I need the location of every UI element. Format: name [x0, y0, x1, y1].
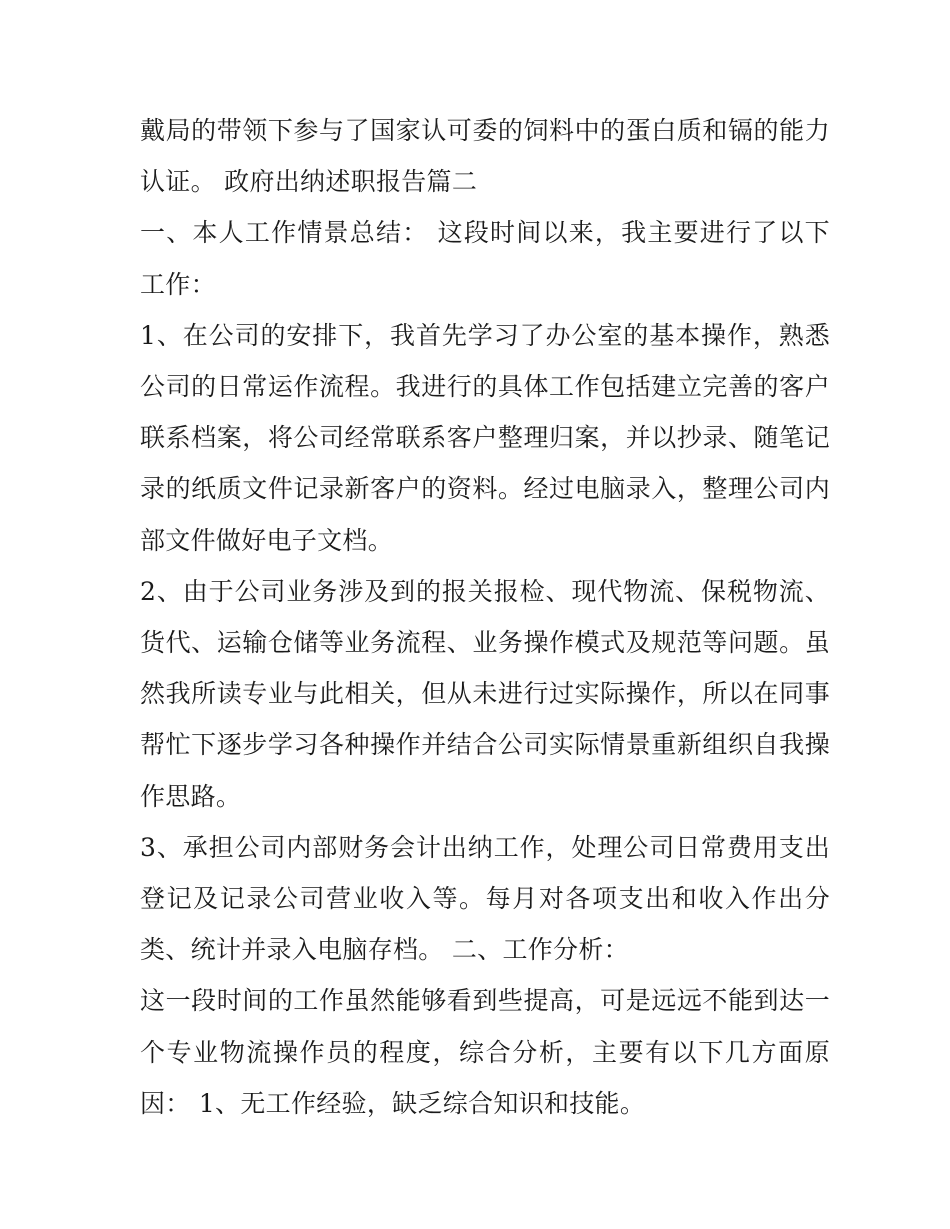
paragraph-item-3: 3、承担公司内部财务会计出纳工作，处理公司日常费用支出登记及记录公司营业收入等。每月对各项支出和收入作出分类、统计并录入电脑存档。 二、工作分析： — [140, 832, 830, 965]
paragraph-work-summary-heading: 一、本人工作情景总结： 这段时间以来，我主要进行了以下工作： — [140, 218, 830, 299]
paragraph-item-2: 2、由于公司业务涉及到的报关报检、现代物流、保税物流、货代、运输仓储等业务流程、业务操作模式及规范等问题。虽然我所读专业与此相关，但从未进行过实际操作，所以在同事帮忙下逐步学习各种操作并结合公司实际情景重新组织自我操作思路。 — [140, 576, 830, 811]
paragraph-analysis: 这一段时间的工作虽然能够看到些提高，可是远远不能到达一个专业物流操作员的程度，综合分析，主要有以下几方面原因： 1、无工作经验，缺乏综合知识和技能。 — [140, 986, 830, 1118]
paragraph-intro: 戴局的带领下参与了国家认可委的饲料中的蛋白质和镉的能力认证。 政府出纳述职报告篇二 — [140, 116, 830, 197]
paragraph-item-1: 1、在公司的安排下，我首先学习了办公室的基本操作，熟悉公司的日常运作流程。我进行的具体工作包括建立完善的客户联系档案，将公司经常联系客户整理归案，并以抄录、随笔记录的纸质文件记录新客户的资料。经过电脑录入，整理公司内部文件做好电子文档。 — [140, 320, 830, 555]
document-body — [140, 105, 830, 1129]
